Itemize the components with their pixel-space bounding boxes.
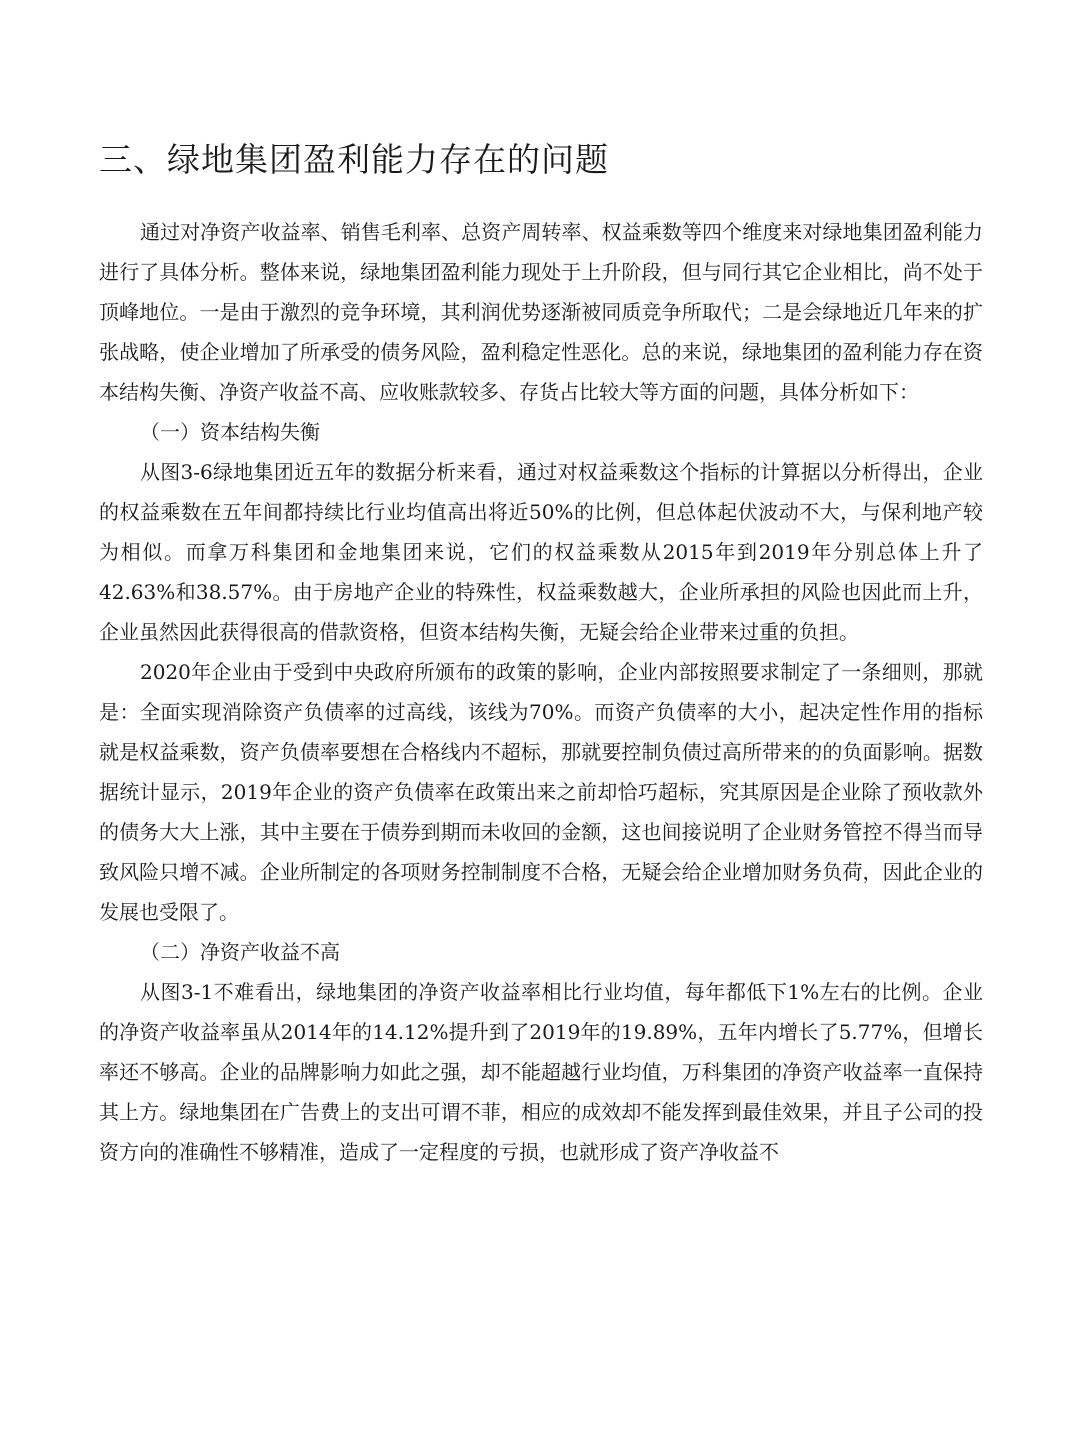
subsection-heading-capital-structure: （一）资本结构失衡 (140, 420, 320, 444)
intro-paragraph: 通过对净资产收益率、销售毛利率、总资产周转率、权益乘数等四个维度来对绿地集团盈利能力进行了具体分析。整体来说，绿地集团盈利能力现处于上升阶段，但与同行其它企业相比，尚不处于顶峰地位。一是由于激烈的竞争环境，其利润优势逐渐被同质竞争所取代；二是会绿地近几年来的扩张战略，使企业增加了所承受的债务风险，盈利稳定性恶化。总的来说，绿地集团的盈利能力存在资本结构失衡、净资产收益不高、应收账款较多、存货占比较大等方面的问题，具体分析如下： (99, 220, 983, 404)
body-text (99, 212, 983, 1172)
subsection-heading-roe: （二）净资产收益不高 (140, 940, 340, 964)
roe-paragraph-1: 从图3-1不难看出，绿地集团的净资产收益率相比行业均值，每年都低下1%左右的比例。企业的净资产收益率虽从2014年的14.12%提升到了2019年的19.89%，五年内增长了5.77%，但增长率还不够高。企业的品牌影响力如此之强，却不能超越行业均值，万科集团的净资产收益率一直保持其上方。绿地集团在广告费上的支出可谓不菲，相应的成效却不能发挥到最佳效果，并且子公司的投资方向的准确性不够精准，造成了一定程度的亏损，也就形成了资产净收益不 (99, 980, 983, 1164)
section-title: 三、绿地集团盈利能力存在的问题 (99, 140, 609, 179)
capital-structure-paragraph-1: 从图3-6绿地集团近五年的数据分析来看，通过对权益乘数这个指标的计算据以分析得出，企业的权益乘数在五年间都持续比行业均值高出将近50%的比例，但总体起伏波动不大，与保利地产较为相似。而拿万科集团和金地集团来说，它们的权益乘数从2015年到2019年分别总体上升了42.63%和38.57%。由于房地产企业的特殊性，权益乘数越大，企业所承担的风险也因此而上升，企业虽然因此获得很高的借款资格，但资本结构失衡，无疑会给企业带来过重的负担。 (99, 460, 983, 644)
capital-structure-paragraph-2: 2020年企业由于受到中央政府所颁布的政策的影响，企业内部按照要求制定了一条细则，那就是：全面实现消除资产负债率的过高线，该线为70%。而资产负债率的大小，起决定性作用的指标就是权益乘数，资产负债率要想在合格线内不超标，那就要控制负债过高所带来的的负面影响。据数据统计显示，2019年企业的资产负债率在政策出来之前却恰巧超标，究其原因是企业除了预收款外的债务大大上涨，其中主要在于债券到期而未收回的金额，这也间接说明了企业财务管控不得当而导致风险只增不减。企业所制定的各项财务控制制度不合格，无疑会给企业增加财务负荷，因此企业的发展也受限了。 (99, 660, 983, 924)
